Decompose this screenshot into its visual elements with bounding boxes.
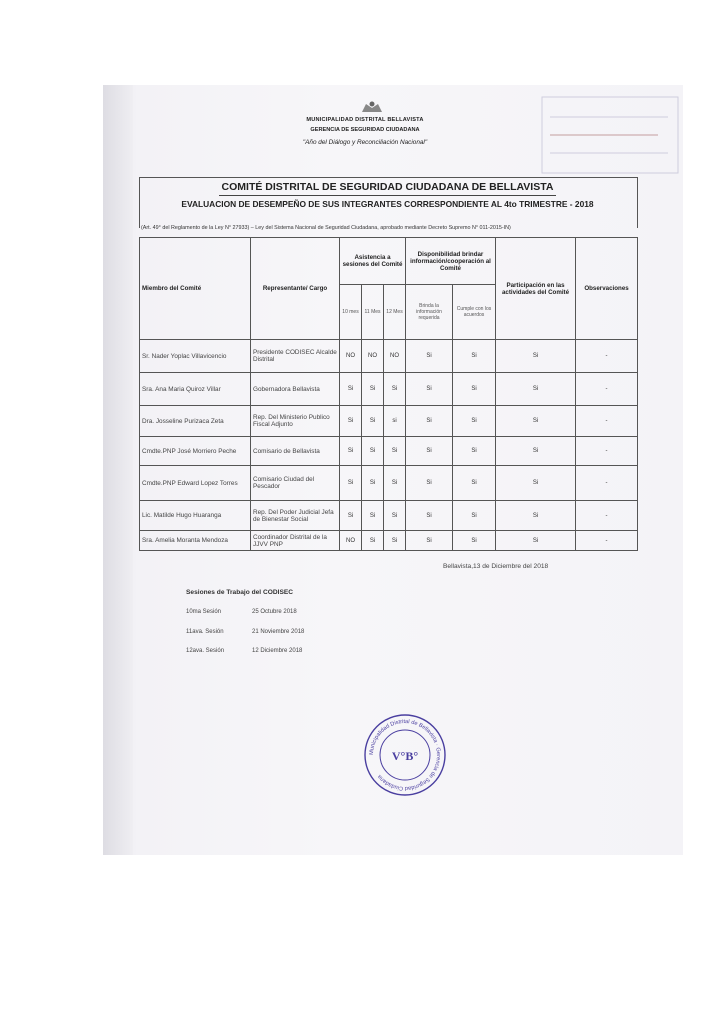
cell-member: Lic. Matilde Hugo Huaranga (140, 501, 251, 531)
subheader-info: Brinda la información requerida (406, 285, 453, 340)
cell-attendance-12: Si (384, 501, 406, 531)
cell-participation: Si (496, 437, 576, 466)
cell-attendance-12: Si (384, 531, 406, 551)
cell-role: Presidente CODISEC Alcalde Distrital (251, 340, 340, 373)
table-row (140, 437, 638, 466)
cell-agreements: Si (453, 501, 496, 531)
cell-participation: Si (496, 406, 576, 437)
cell-attendance-11: Si (362, 406, 384, 437)
cell-agreements: Si (453, 406, 496, 437)
session-date: 12 Diciembre 2018 (252, 648, 303, 654)
cell-member: Sra. Ana Maria Quiroz Villar (140, 373, 251, 406)
table-row (140, 501, 638, 531)
session-label: 12ava. Sesión (186, 648, 225, 654)
cell-attendance-10: Si (340, 406, 362, 437)
cell-attendance-10: Si (340, 466, 362, 501)
cell-info: Si (406, 373, 453, 406)
header-participation: Participación en las actividades del Comité (496, 238, 576, 340)
header-motto: "Año del Diálogo y Reconciliación Nacional" (302, 139, 428, 146)
session-label: 11ava. Sesión (186, 629, 224, 635)
cell-attendance-11: Si (362, 437, 384, 466)
cell-info: Si (406, 340, 453, 373)
cell-info: Si (406, 501, 453, 531)
svg-text:V°B°: V°B° (391, 749, 419, 763)
session-label: 10ma Sesión (186, 609, 222, 615)
cell-attendance-12: Si (384, 437, 406, 466)
municipal-crest-icon (360, 100, 384, 114)
document-title: COMITÉ DISTRITAL DE SEGURIDAD CIUDADANA DE BELLAVISTA (139, 181, 636, 193)
cell-role: Comisario Ciudad del Pescador (251, 466, 340, 501)
cell-agreements: Si (453, 437, 496, 466)
header-role: Representante/ Cargo (251, 238, 340, 340)
header-member: Miembro del Comité (140, 238, 251, 340)
page-shadow (103, 85, 133, 855)
cell-info: Si (406, 466, 453, 501)
cell-role: Rep. Del Poder Judicial Jefa de Bienestar Social (251, 501, 340, 531)
cell-observations: - (576, 531, 638, 551)
cell-info: Si (406, 531, 453, 551)
table-row (140, 466, 638, 501)
cell-observations: - (576, 406, 638, 437)
header-municipality: MUNICIPALIDAD DISTRITAL BELLAVISTA (306, 117, 424, 123)
cell-attendance-11: Si (362, 501, 384, 531)
cell-attendance-10: Si (340, 437, 362, 466)
bleed-through-stamp (540, 95, 680, 175)
table-row (140, 531, 638, 551)
session-item (186, 609, 297, 615)
session-date: 25 Octubre 2018 (252, 609, 297, 615)
cell-attendance-10: NO (340, 340, 362, 373)
evaluation-table (139, 237, 638, 551)
cell-participation: Si (496, 531, 576, 551)
cell-observations: - (576, 501, 638, 531)
header-observations: Observaciones (576, 238, 638, 340)
cell-participation: Si (496, 501, 576, 531)
document-subtitle: EVALUACION DE DESEMPEÑO DE SUS INTEGRANTES CORRESPONDIENTE AL 4to TRIMESTRE - 2018 (181, 199, 594, 209)
cell-role: Rep. Del Ministerio Publico Fiscal Adjunto (251, 406, 340, 437)
header-attendance: Asistencia a sesiones del Comité (340, 238, 406, 285)
cell-observations: - (576, 466, 638, 501)
cell-attendance-10: Si (340, 501, 362, 531)
cell-agreements: Si (453, 373, 496, 406)
cell-attendance-12: si (384, 406, 406, 437)
svg-text:Municipalidad Distrital de Bel: Municipalidad Distrital de Bellavista · Gerencia de Seguridad Ciudadana (368, 718, 442, 792)
cell-attendance-11: Si (362, 466, 384, 501)
signing-date: Bellavista,13 de Diciembre del 2018 (443, 563, 549, 570)
sessions-title: Sesiones de Trabajo del CODISEC (186, 589, 293, 596)
cell-info: Si (406, 406, 453, 437)
cell-participation: Si (496, 466, 576, 501)
cell-attendance-12: NO (384, 340, 406, 373)
cell-member: Dra. Josseline Purizaca Zeta (140, 406, 251, 437)
cell-attendance-12: Si (384, 373, 406, 406)
cell-member: Cmdte.PNP José Morriero Peche (140, 437, 251, 466)
subheader-agreements: Cumple con los acuerdos (453, 285, 496, 340)
cell-observations: - (576, 373, 638, 406)
cell-participation: Si (496, 340, 576, 373)
cell-role: Coordinador Distrital de la JJVV PNP (251, 531, 340, 551)
table-row (140, 406, 638, 437)
official-seal-stamp (362, 712, 448, 798)
cell-attendance-10: NO (340, 531, 362, 551)
cell-agreements: Si (453, 531, 496, 551)
cell-member: Sr. Nader Yoplac Villavicencio (140, 340, 251, 373)
cell-role: Comisario de Bellavista (251, 437, 340, 466)
header-availability: Disponibilidad brindar información/cooperación al Comité (406, 238, 496, 285)
cell-member: Cmdte.PNP Edward Lopez Torres (140, 466, 251, 501)
cell-observations: - (576, 340, 638, 373)
cell-role: Gobernadora Bellavista (251, 373, 340, 406)
cell-observations: - (576, 437, 638, 466)
legal-basis: (Art. 49° del Reglamento de la Ley N° 27933) – Ley del Sistema Nacional de Seguridad Ciudadana, aprobado mediante Decreto Supremo N° 011-2015-IN) (141, 225, 511, 231)
subheader-month-10: 10 mes (340, 285, 362, 340)
session-item (186, 629, 305, 635)
cell-attendance-12: Si (384, 466, 406, 501)
cell-attendance-10: Si (340, 373, 362, 406)
session-item (186, 648, 303, 654)
header-department: GERENCIA DE SEGURIDAD CIUDADANA (310, 127, 420, 133)
subheader-month-11: 11 Mes (362, 285, 384, 340)
cell-attendance-11: NO (362, 340, 384, 373)
cell-info: Si (406, 437, 453, 466)
table-row (140, 340, 638, 373)
cell-attendance-11: Si (362, 373, 384, 406)
cell-member: Sra. Amelia Moranta Mendoza (140, 531, 251, 551)
cell-participation: Si (496, 373, 576, 406)
session-date: 21 Noviembre 2018 (252, 629, 305, 635)
table-row (140, 373, 638, 406)
cell-agreements: Si (453, 466, 496, 501)
cell-attendance-11: Si (362, 531, 384, 551)
cell-agreements: Si (453, 340, 496, 373)
subheader-month-12: 12 Mes (384, 285, 406, 340)
